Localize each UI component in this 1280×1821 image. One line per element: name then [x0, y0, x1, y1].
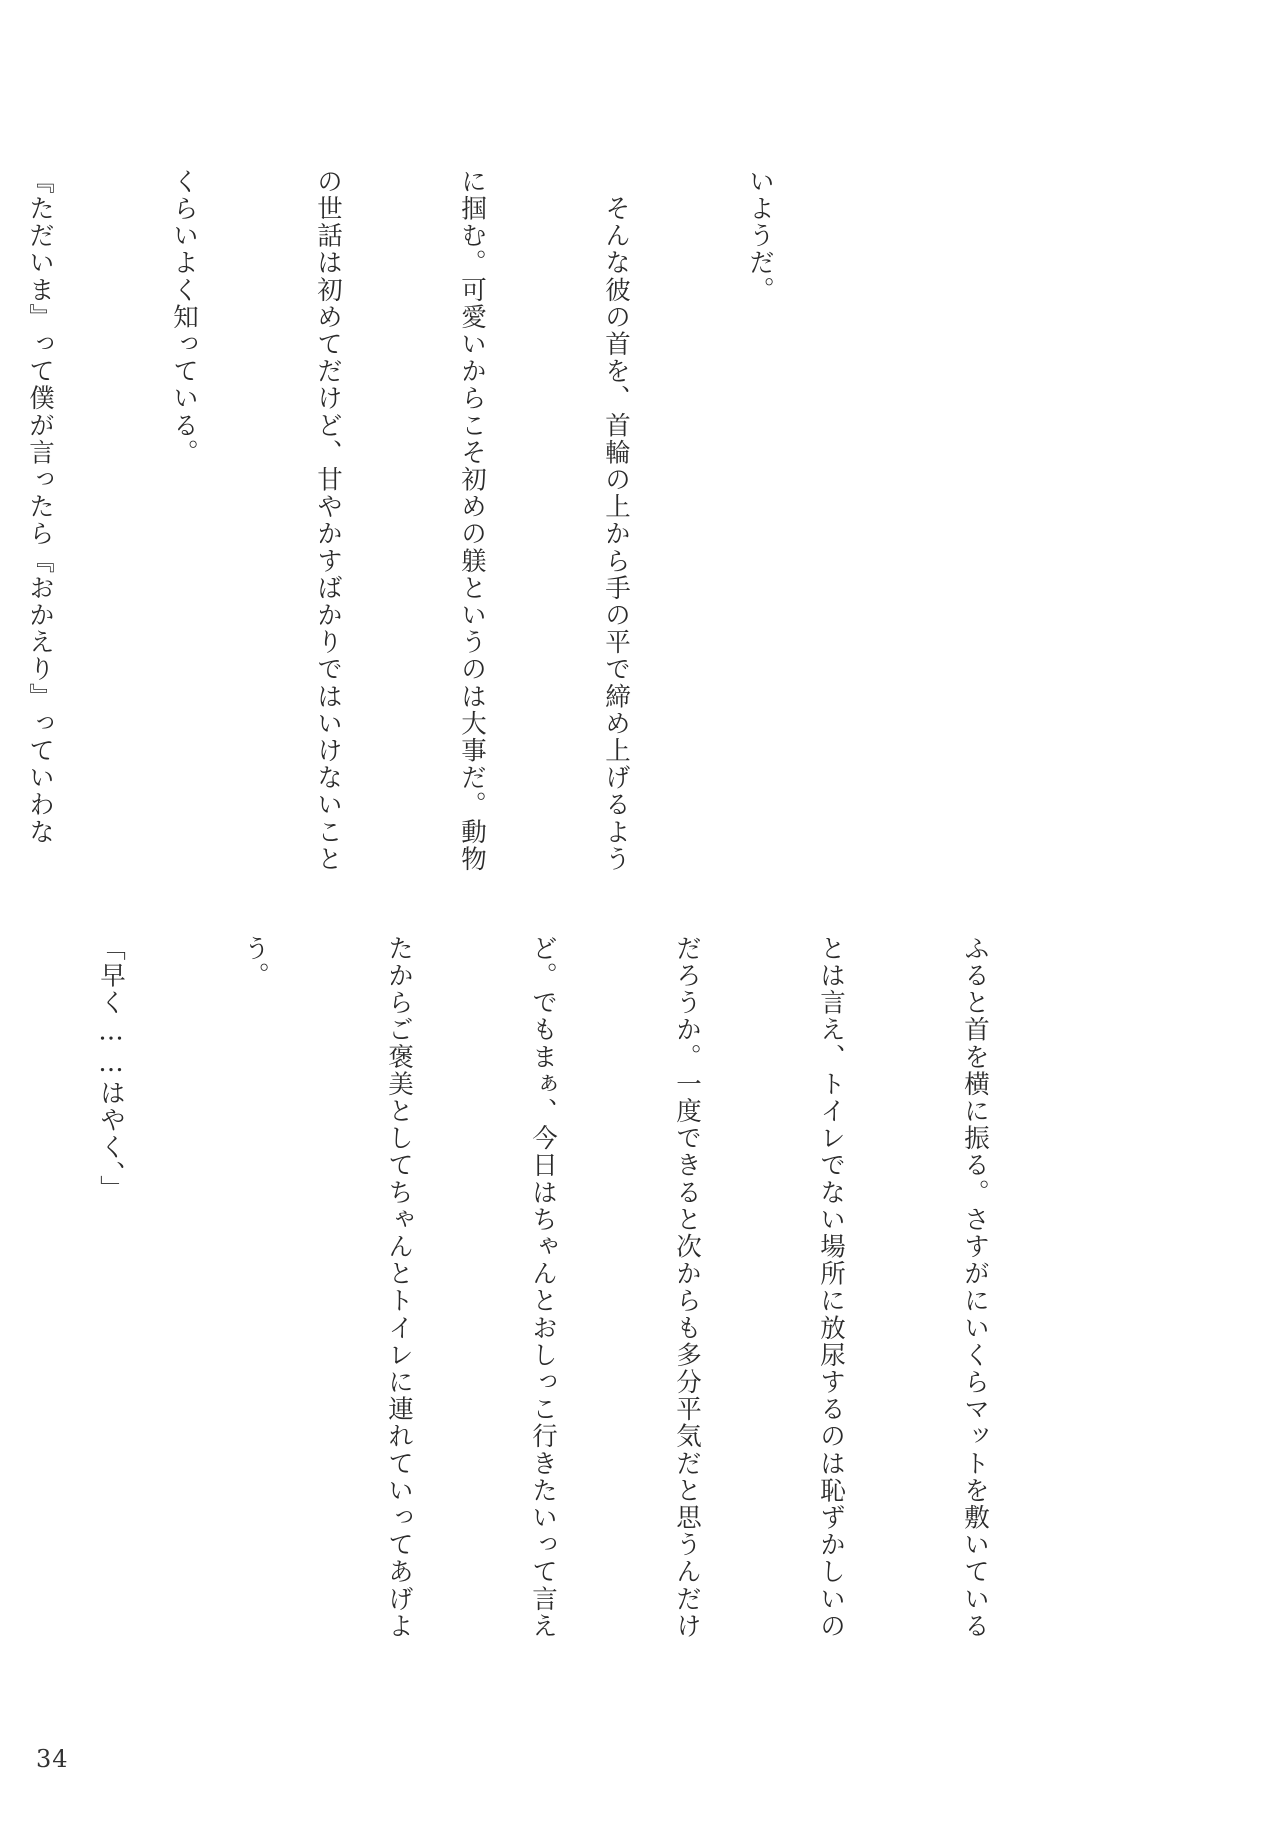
- text-line: とは言え、トイレでない場所に放尿するのは恥ずかしいの: [816, 935, 846, 1640]
- text-line: の世話は初めてだけど、甘やかすばかりではいけないこと: [313, 168, 343, 873]
- text-line: くらいよく知っている。: [169, 168, 199, 467]
- text-line: いようだ。: [745, 168, 775, 304]
- text-line: ふると首を横に振る。さすがにいくらマットを敷いている: [960, 935, 990, 1640]
- text-line: ど。でもまぁ、今日はちゃんとおしっこ行きたいって言え: [528, 935, 558, 1640]
- text-line: う。: [240, 935, 270, 990]
- text-line: 『ただいま』って僕が言ったら『おかえり』っていわな: [25, 168, 55, 846]
- text-line: たからご褒美としてちゃんとトイレに連れていってあげよ: [384, 935, 414, 1640]
- text-line: そんな彼の首を、首輪の上から手の平で締め上げるよう: [601, 168, 631, 873]
- text-line: だろうか。一度できると次からも多分平気だと思うんだけ: [672, 935, 702, 1640]
- text-line: 「早く……はやく、」: [96, 935, 126, 1203]
- page-number: 34: [36, 1745, 69, 1773]
- upper-text-block: [0, 168, 880, 873]
- text-line: に掴む。可愛いからこそ初めの躾というのは大事だ。動物: [457, 168, 487, 873]
- lower-text-block: [0, 935, 1095, 1640]
